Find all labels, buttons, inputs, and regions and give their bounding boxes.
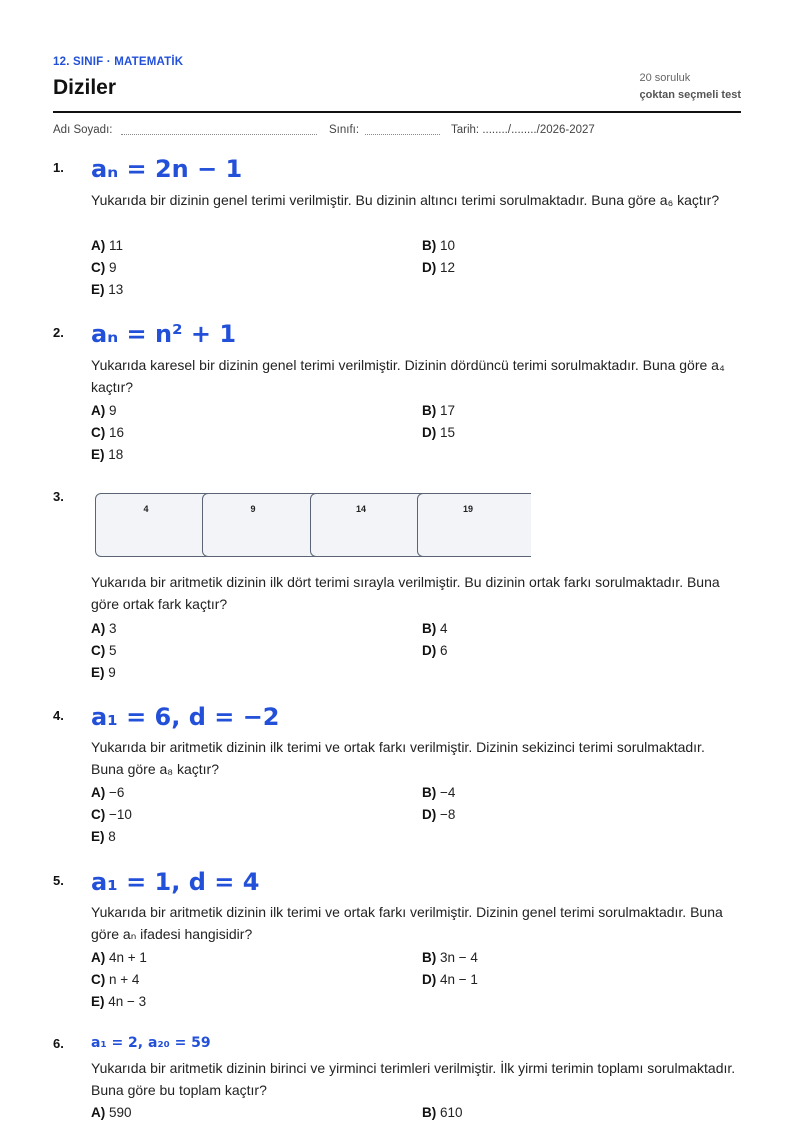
option-text: 3n − 4 [440,950,478,965]
sequence-term: 19 [462,504,473,514]
name-field[interactable] [121,134,317,135]
option-e[interactable] [91,665,116,680]
option-text: 15 [440,425,456,440]
name-label: Adı Soyadı: [53,124,113,136]
option-a[interactable] [91,950,147,965]
class-field[interactable] [365,134,440,135]
question-number: 3. [53,489,64,504]
date-label: Tarih: ......../......../2026-2027 [451,124,595,136]
option-text: 4n − 3 [108,994,147,1009]
option-letter: A) [91,785,106,800]
option-text: 610 [440,1105,463,1120]
question-stem: Yukarıda karesel bir dizinin genel terimi verilmiştir. Dizinin dördüncü terimi sorulmaktadır. Buna göre a₄ kaçtır? [91,357,725,395]
question-formula: aₙ = 2n − 1 [91,155,243,183]
option-text: 13 [108,282,124,297]
option-text: 11 [109,238,124,253]
option-letter: A) [91,950,106,965]
option-text: 4n + 1 [109,950,147,965]
option-text: −10 [109,807,132,822]
option-text: 10 [440,238,456,253]
option-text: 8 [108,829,116,844]
option-text: 4 [440,621,448,636]
option-text: −8 [440,807,456,822]
option-b[interactable] [422,238,455,253]
option-a[interactable] [91,1105,132,1120]
page-title: Diziler [53,76,117,99]
option-letter: A) [91,1105,106,1120]
question-stem: Yukarıda bir dizinin genel terimi verilmiştir. Bu dizinin altıncı terimi sorulmaktadır. Buna göre a₆ kaçtır? [91,192,720,208]
option-text: 9 [108,665,116,680]
question-number: 1. [53,160,64,175]
question-number: 4. [53,708,64,723]
option-letter: C) [91,972,106,987]
option-text: 4n − 1 [440,972,478,987]
option-d[interactable] [422,643,448,658]
sequence-term: 14 [355,504,366,514]
question-count: 20 soruluk [639,72,691,84]
option-b[interactable] [422,785,455,800]
option-text: 3 [109,621,117,636]
option-c[interactable] [91,972,139,987]
option-text: 17 [440,403,456,418]
option-d[interactable] [422,425,455,440]
test-type: çoktan seçmeli test [639,89,741,101]
option-letter: D) [422,807,437,822]
question-formula: a₁ = 2, a₂₀ = 59 [91,1035,211,1051]
option-a[interactable] [91,785,124,800]
question-stem: Yukarıda bir aritmetik dizinin ilk terimi ve ortak farkı verilmiştir. Dizinin genel terimi sorulmaktadır. Buna göre aₙ ifadesi hangisidir? [91,904,723,942]
option-letter: D) [422,972,437,987]
option-text: 5 [109,643,117,658]
option-letter: B) [422,403,437,418]
option-letter: A) [91,403,106,418]
option-letter: D) [422,643,437,658]
option-d[interactable] [422,807,455,822]
sequence-term: 9 [250,504,256,514]
option-text: 12 [440,260,456,275]
option-letter: B) [422,621,437,636]
option-e[interactable] [91,282,123,297]
question-number: 6. [53,1036,64,1051]
option-letter: D) [422,260,437,275]
option-c[interactable] [91,425,124,440]
option-b[interactable] [422,950,478,965]
option-d[interactable] [422,972,478,987]
option-e[interactable] [91,994,146,1009]
option-a[interactable] [91,238,123,253]
option-letter: E) [91,282,105,297]
option-c[interactable] [91,260,117,275]
option-letter: C) [91,643,106,658]
option-text: 6 [440,643,448,658]
class-label: Sınıfı: [329,124,360,136]
option-text: 590 [109,1105,132,1120]
option-d[interactable] [422,260,455,275]
option-e[interactable] [91,447,123,462]
header-divider [53,111,741,113]
option-text: 9 [109,260,117,275]
option-a[interactable] [91,403,117,418]
option-b[interactable] [422,403,455,418]
sequence-term-box [417,493,531,557]
option-text: −4 [440,785,456,800]
option-letter: C) [91,260,106,275]
option-letter: B) [422,1105,437,1120]
sequence-terms [95,493,531,559]
question-number: 5. [53,873,64,888]
option-text: 18 [108,447,124,462]
test-meta [640,72,742,101]
option-letter: A) [91,621,106,636]
subject-label: 12. SINIF · MATEMATİK [53,56,184,68]
option-letter: E) [91,447,105,462]
option-letter: B) [422,950,437,965]
option-text: n + 4 [109,972,140,987]
option-letter: B) [422,785,437,800]
option-c[interactable] [91,807,132,822]
question-stem: Yukarıda bir aritmetik dizinin birinci ve yirminci terimleri verilmiştir. İlk yirmi terimin toplamı sorulmaktadır. Buna göre bu toplam kaçtır? [91,1060,736,1098]
option-letter: E) [91,829,105,844]
option-letter: E) [91,665,105,680]
option-text: −6 [109,785,125,800]
sequence-term: 4 [143,504,149,514]
option-e[interactable] [91,829,116,844]
option-b[interactable] [422,1105,463,1120]
question-stem: Yukarıda bir aritmetik dizinin ilk dört terimi sırayla verilmiştir. Bu dizinin ortak farkı sorulmaktadır. Buna göre ortak fark kaçtır? [91,574,720,612]
question-stem: Yukarıda bir aritmetik dizinin ilk terimi ve ortak farkı verilmiştir. Dizinin sekizinci terimi sorulmaktadır. Buna göre a₈ kaçtır? [91,739,705,777]
option-a[interactable] [91,621,117,636]
option-c[interactable] [91,643,117,658]
question-number: 2. [53,325,64,340]
option-letter: A) [91,238,106,253]
option-letter: C) [91,425,106,440]
option-text: 16 [109,425,125,440]
option-letter: E) [91,994,105,1009]
question-formula: aₙ = n² + 1 [91,320,237,348]
option-b[interactable] [422,621,448,636]
question-formula: a₁ = 6, d = −2 [91,703,280,731]
option-letter: C) [91,807,106,822]
question-formula: a₁ = 1, d = 4 [91,868,260,896]
option-text: 9 [109,403,117,418]
option-letter: B) [422,238,437,253]
option-letter: D) [422,425,437,440]
